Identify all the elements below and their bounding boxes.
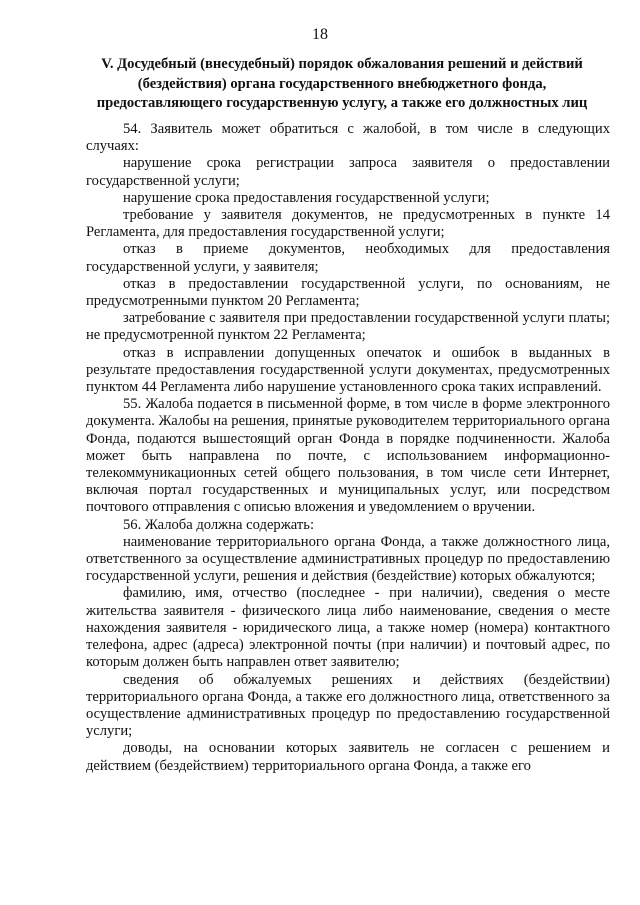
list-item-applicant-details: фамилию, имя, отчество (последнее - при наличии), сведения о месте жительства заявителя - физического лица либо наименование, сведения о месте нахождения заявителя - юридического лица, а также номер (номера) контактного телефона, адрес (адреса) электронной почты (при наличии) и почтовый адрес, по которым должен быть направлен ответ заявителю;: [86, 585, 610, 671]
list-item-refusal-service: отказ в предоставлении государственной услуги, по основаниям, не предусмотренными пунктом 20 Регламента;: [86, 275, 610, 310]
paragraph-55: 55. Жалоба подается в письменной форме, в том числе в форме электронного документа. Жалобы на решения, принятые руководителем территориального органа Фонда, подаются вышестоящий орган Фонда в порядке подчиненности. Жалоба может быть направлена по почте, с использованием информационно-телекоммуникационных сетей общего пользования, в том числе сети Интернет, включая портал государственных и муниципальных услуг, или посредством почтового отправления с описью вложения и уведомлением о вручении.: [86, 396, 610, 516]
paragraph-56-intro: 56. Жалоба должна содержать:: [123, 516, 314, 533]
list-item-arguments: доводы, на основании которых заявитель не согласен с решением и действием (бездействием) территориального органа Фонда, а также его: [86, 740, 610, 774]
list-item-fee-demand: затребование с заявителя при предоставлении государственной услуги платы; не предусмотренной пунктом 22 Регламента;: [86, 310, 610, 344]
list-item-extra-documents: требование у заявителя документов, не предусмотренных в пункте 14 Регламента, для предоставления государственной услуги;: [86, 207, 610, 241]
list-item-refusal-acceptance: отказ в приеме документов, необходимых для предоставления государственной услуги, у заявителя;: [86, 241, 610, 275]
list-item-correction-refusal: отказ в исправлении допущенных опечаток и ошибок в выданных в результате предоставления государственной услуги документах, предусмотренных пунктом 44 Регламента либо нарушение установленного срока таких исправлений.: [86, 344, 610, 396]
paragraph-54-intro: 54. Заявитель может обратиться с жалобой, в том числе в следующих случаях:: [86, 121, 610, 155]
page-number: 18: [312, 26, 328, 43]
list-item-authority-name: наименование территориального органа Фонда, а также должностного лица, ответственного за осуществление административных процедур по предоставлению государственной услуги, решения и действия (бездействие) которых обжалуются;: [86, 533, 610, 585]
list-item-registration-deadline: нарушение срока регистрации запроса заявителя о предоставлении государственной услуги;: [86, 155, 610, 189]
section-heading: V. Досудебный (внесудебный) порядок обжалования решений и действий (бездействия) органа государственного внебюджетного фонда, предоставляющего государственную услугу, а также его должностных лиц: [96, 56, 588, 111]
list-item-appealed-actions: сведения об обжалуемых решениях и действиях (бездействии) территориального органа Фонда, а также его должностного лица, ответственного за осуществление административных процедур по предоставлению государственной услуги;: [86, 671, 610, 740]
list-item-service-deadline: нарушение срока предоставления государственной услуги;: [123, 189, 490, 206]
body-text: [86, 121, 610, 775]
